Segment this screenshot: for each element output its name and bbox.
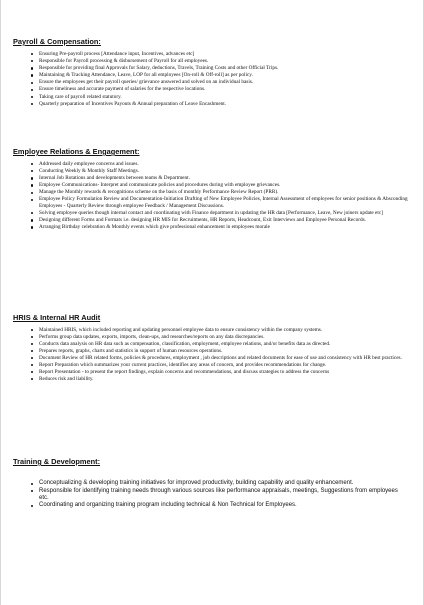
list-item: Quarterly preparation of Incentives Payouts & Annual preparation of Leave Encashment. — [39, 101, 409, 108]
section-heading: Training & Development: — [13, 457, 101, 466]
list-item: Employee Policy Formulation Review and Documentation-Initiation Drafting of New Employee Policies, Internal Assessment of employees for senior positions & Absconding Employees - Quarterly Review through employee Feedback / Management Discussions. — [39, 196, 408, 209]
list-item: Manage the Monthly rewards & recognitions scheme on the basis of monthly Performance Review Report (PRR). — [39, 189, 409, 196]
list-item: Responsible for Payroll processing & disbursement of Payroll for all employees. — [39, 58, 409, 65]
list-item: Performs group data updates, exports, imports, clean-ups, and researches/reports on any data discrepancies. — [39, 334, 409, 340]
list-item: Conducting Weekly & Monthly Staff Meetings. — [39, 168, 409, 175]
bullet-list — [13, 51, 409, 107]
list-item: Taking care of payroll related statutory. — [39, 94, 409, 101]
list-item: Conducts data analysis on HR data such as compensation, classification, employment, employee relations, and/or benefits data as directed. — [39, 341, 409, 347]
list-item: Internal Job Rotations and developments between teams & Department. — [39, 175, 409, 182]
section-heading: Employee Relations & Engagement: — [13, 147, 140, 156]
list-item: Ensure the employees get their payroll queries/ grievance answered and solved on an individual basis. — [39, 79, 409, 86]
section-heading: HRIS & Internal HR Audit — [13, 313, 101, 322]
bullet-list — [13, 480, 409, 510]
section-training — [13, 457, 409, 510]
bullet-list — [13, 327, 409, 382]
list-item: Ensuring Pre-payroll process [Attendance input, Incentives, advances etc] — [39, 51, 409, 58]
list-item: Ensure timeliness and accurate payment of salaries for the respective locations. — [39, 86, 409, 93]
list-item: Solving employee queries though internal contact and coordinating with Finance department in updating the HR data [Performance, Leave, New joiners update etc] — [39, 210, 409, 217]
list-item: Arranging Birthday celebration & Monthly events which give professional enhancement in employees morale — [39, 224, 409, 231]
list-item: Maintaining & Tracking Attendance, Leave, LOP for all employees [On-roll & Off-roll] as per policy. — [39, 72, 409, 79]
list-item: Conceptualizing & developing training initiatives for improved productivity, building capability and quality enhancement. — [39, 480, 409, 487]
list-item: Document Review of HR related forms, policies & procedures, employment , job descriptions and related documents for ease of use and consistency with HR best practices. — [39, 355, 409, 361]
list-item: Prepares reports, graphs, charts and statistics in support of human resources operations. — [39, 348, 409, 354]
list-item: Employee Communications- Interpret and communicate policies and procedures during with employee grievances. — [39, 182, 409, 189]
bullet-list — [13, 161, 409, 231]
list-item: Maintained HRIS, which included reporting and updating personnel employee data to ensure consistency within the company systems. — [39, 327, 409, 333]
section-payroll — [13, 37, 409, 108]
list-item: Report Presentation - to present the report findings, explain concerns and recommendations, and discuss strategies to address the concerns — [39, 369, 409, 375]
section-hris-audit — [13, 313, 409, 383]
section-heading: Payroll & Compensation: — [13, 37, 101, 46]
list-item: Responsible for providing final Approvals for Salary, deductions, Travels, Training Costs and other Official Trips. — [39, 65, 409, 72]
section-employee-relations — [13, 147, 409, 231]
list-item: Responsible for identifying training needs through various sources like performance appraisals, meetings, Suggestions from employees etc. — [39, 488, 409, 502]
list-item: Reduces risk and liability. — [39, 376, 409, 382]
list-item: Report Preparation which summarizes your current practices, identifies any areas of concern, and provides recommendations for change. — [39, 362, 409, 368]
list-item: Designing different Forms and Formats i.e. designing HR MIS for Recruitments, HR Reports, Headcount, Exit Interviews and Employee Personal Records. — [39, 217, 409, 224]
list-item: Coordinating and organizing training program including technical & Non Technical for Employees. — [39, 502, 409, 509]
list-item: Addressed daily employee concerns and issues. — [39, 161, 409, 168]
